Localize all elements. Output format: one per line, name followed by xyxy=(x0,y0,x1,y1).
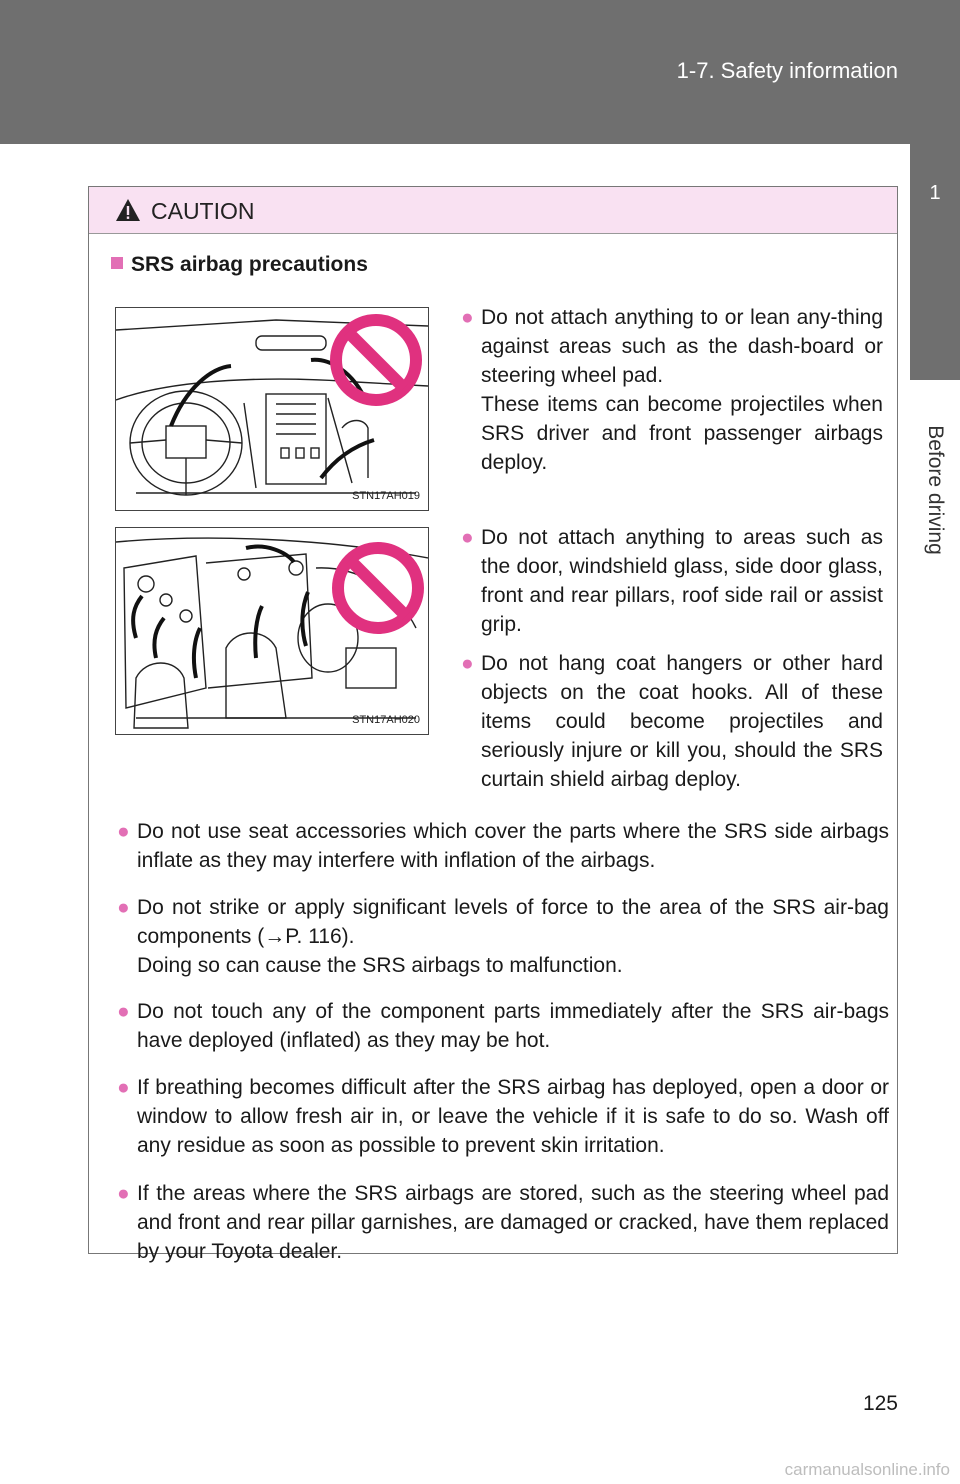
chapter-label: Before driving xyxy=(924,425,947,555)
bullet-item: ● Do not touch any of the component parts immediately after the SRS air-bags have deployed (inflated) as they may be hot. xyxy=(137,997,889,1055)
page-number: 125 xyxy=(862,1392,898,1415)
caution-header xyxy=(89,187,897,234)
bullet-item: ● Do not attach anything to or lean any-thing against areas such as the dash-board or steering wheel pad. These items can become projectiles when SRS driver and front passenger airbags deploy. xyxy=(481,303,883,477)
bullet-icon: ● xyxy=(117,896,130,919)
bullet-item: ● Do not use seat accessories which cover the parts where the SRS side airbags inflate as they may interfere with inflation of the airbags. xyxy=(137,817,889,875)
dashboard-illustration xyxy=(116,308,428,510)
bullet-icon: ● xyxy=(117,820,130,843)
prohibited-icon xyxy=(336,320,416,400)
page-header xyxy=(0,0,960,144)
figure-cabin xyxy=(115,527,429,735)
bullet-item: ● Do not hang coat hangers or other hard objects on the coat hooks. All of these items could become projectiles and seriously injure or kill you, should the SRS curtain shield airbag deploy. xyxy=(481,649,883,794)
bullet-icon: ● xyxy=(461,652,474,675)
cabin-illustration xyxy=(116,528,428,734)
bullet-icon: ● xyxy=(117,1076,130,1099)
bullet-item: ● If the areas where the SRS airbags are stored, such as the steering wheel pad and front and rear pillar garnishes, are damaged or cracked, have them replaced by your Toyota dealer. xyxy=(137,1179,889,1266)
chapter-number: 1 xyxy=(929,182,941,204)
bullet-icon: ● xyxy=(461,306,474,329)
prohibited-icon xyxy=(338,548,418,628)
bullet-item: ● Do not strike or apply significant levels of force to the area of the SRS air-bag components (→P. 116). Doing so can cause the SRS airbags to malfunction. xyxy=(137,893,889,980)
bullet-item: ● Do not attach anything to areas such as the door, windshield glass, side door glass, front and rear pillars, roof side rail or assist grip. xyxy=(481,523,883,639)
bullet-icon: ● xyxy=(117,1182,130,1205)
watermark: carmanualsonline.info xyxy=(784,1460,950,1479)
caution-box xyxy=(88,186,898,1263)
bullet-icon: ● xyxy=(461,526,474,549)
subheading: SRS airbag precautions xyxy=(111,253,368,277)
figure-code: STN17AH019 xyxy=(352,490,420,502)
bullet-icon: ● xyxy=(117,1000,130,1023)
warning-icon xyxy=(115,198,141,222)
section-title: 1-7. Safety information xyxy=(676,58,898,83)
square-bullet-icon xyxy=(111,257,123,269)
bullet-item: ● If breathing becomes difficult after the SRS airbag has deployed, open a door or window to allow fresh air in, or leave the vehicle if it is safe to do so. Wash off any residue as soon as possible to prevent skin irritation. xyxy=(137,1073,889,1160)
caution-title: CAUTION xyxy=(151,198,255,224)
figure-code: STN17AH020 xyxy=(352,714,420,726)
figure-dashboard xyxy=(115,307,429,511)
chapter-tab xyxy=(910,144,960,380)
